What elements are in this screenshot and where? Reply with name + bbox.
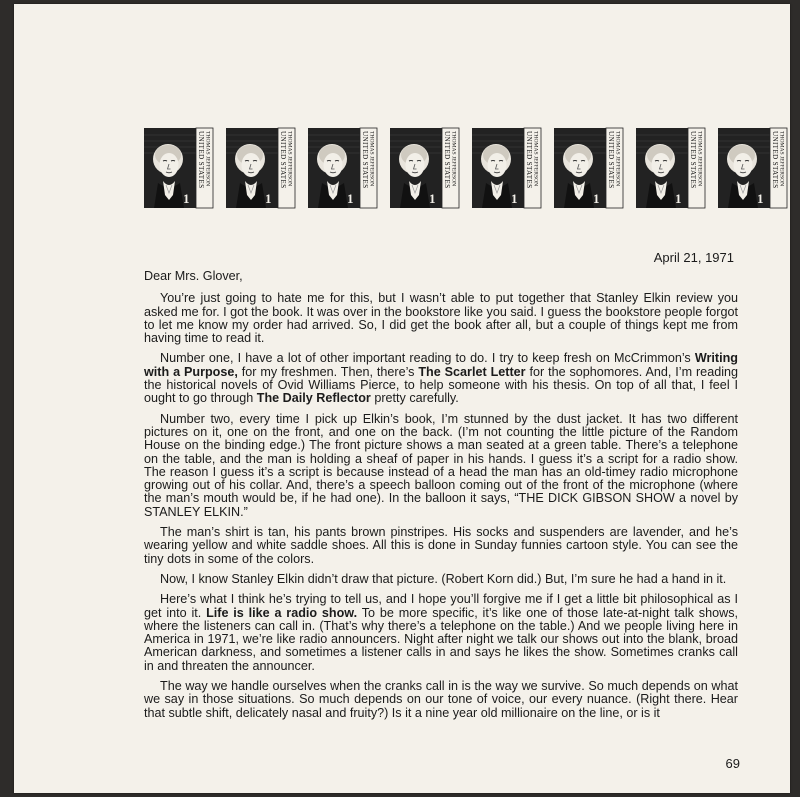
svg-text:UNITED STATES: UNITED STATES [197,131,205,189]
paragraph-text: Now, I know Stanley Elkin didn’t draw that picture. (Robert Korn did.) But, I’m sure he had a hand in it. [160,571,727,586]
svg-text:UNITED STATES: UNITED STATES [443,131,451,189]
svg-text:UNITED STATES: UNITED STATES [689,131,697,189]
paragraph-text: Here’s what I think he’s trying to tell us, and I hope you’ll forgive me if I get a little bit philosophical as I get into it. [144,592,738,620]
svg-text:1: 1 [675,191,682,206]
title-emphasis: The Scarlet Letter [418,364,526,379]
svg-text:THOMAS JEFFERSON: THOMAS JEFFERSON [204,131,211,187]
svg-text:1: 1 [757,191,764,206]
paragraph-text: To be more specific, it’s like one of those late-at-night talk shows, where the listeners can call in. (That’s why there’s a telephone on the table.) And we people living here in America in 1971, we’re like radio announcers. Night after night we talk our shows out into the blank, broad American darkness, and sometimes a listener calls in and says he likes the show. Sometimes cranks call in and threaten the announcer. [144,605,739,673]
letter-paragraph [144,292,738,345]
jefferson-stamp [554,125,625,211]
svg-text:1: 1 [511,191,518,206]
svg-text:UNITED STATES: UNITED STATES [525,131,533,189]
letter-paragraph [144,526,738,566]
jefferson-stamp [718,125,789,211]
stamp-strip [144,125,785,211]
svg-text:1: 1 [265,191,272,206]
svg-text:UNITED STATES: UNITED STATES [771,131,779,189]
title-emphasis: Life is like a radio show. [206,605,358,620]
svg-text:THOMAS JEFFERSON: THOMAS JEFFERSON [532,131,539,187]
paragraph-text: The man’s shirt is tan, his pants brown pinstripes. His socks and suspenders are lavender, and he’s wearing yellow and white saddle shoes. All this is done in Sunday funnies cartoon style. You can see the tiny dots in some of the colors. [144,525,738,566]
paragraph-text: for the sophomores. And, I’m reading the historical novels of Ovid Williams Pierce, to help someone with his thesis. On top of all that, I feel I ought to go through [144,364,739,406]
svg-text:1: 1 [593,191,600,206]
svg-text:THOMAS JEFFERSON: THOMAS JEFFERSON [286,131,293,187]
letter-body [144,270,738,727]
jefferson-stamp [308,125,379,211]
jefferson-stamp [636,125,707,211]
title-emphasis: Writing with a Purpose, [144,351,738,379]
paragraph-text: for my freshmen. Then, there’s [237,364,419,379]
letter-paragraph [144,352,738,405]
svg-text:THOMAS JEFFERSON: THOMAS JEFFERSON [696,131,703,187]
jefferson-stamp [390,125,461,211]
jefferson-stamp [226,125,297,211]
svg-text:1: 1 [183,191,190,206]
svg-text:1: 1 [429,191,436,206]
page-number: 69 [725,756,740,771]
paragraph-text: You’re just going to hate me for this, but I wasn’t able to put together that Stanley Elkin review you asked me for. I got the book. It was over in the bookstore like you said. I guess the bookstore people forgot to let me know my order had arrived. So, I did get the book after all, but a couple of things kept me from having time to read it. [144,291,738,346]
title-emphasis: The Daily Reflector [256,391,371,406]
document-page [14,4,790,793]
svg-text:1: 1 [347,191,354,206]
paragraph-text: Number one, I have a lot of other important reading to do. I try to keep fresh on McCrimmon’s [160,351,695,366]
svg-text:THOMAS JEFFERSON: THOMAS JEFFERSON [450,131,457,187]
letter-date: April 21, 1971 [653,250,734,265]
salutation: Dear Mrs. Glover, [144,269,243,283]
letter-paragraph [144,573,738,586]
paragraph-text: The way we handle ourselves when the cranks call in is the way we survive. So much depends on what we say in those situations. So much depends on our tone of voice, our every nuance. (Right there. Hear that subtle shift, delicately nasal and fruity?) Is it a nine year old millionaire on the line, or is it [144,679,738,720]
svg-text:UNITED STATES: UNITED STATES [361,131,369,189]
jefferson-stamp [472,125,543,211]
letter-paragraph [144,680,738,720]
svg-text:UNITED STATES: UNITED STATES [279,131,287,189]
svg-text:THOMAS JEFFERSON: THOMAS JEFFERSON [368,131,375,187]
svg-text:THOMAS JEFFERSON: THOMAS JEFFERSON [778,131,785,187]
paragraph-text: pretty carefully. [370,391,459,406]
letter-paragraph [144,413,738,519]
jefferson-stamp [144,125,215,211]
paragraph-text: Number two, every time I pick up Elkin’s book, I’m stunned by the dust jacket. It has two different pictures on it, one on the front, and one on the back. (I’m not counting the little picture of the Random House on the binding edge.) The front picture shows a man seated at a green table. There’s a telephone on the table, and the man is holding a sheaf of paper in his hands. I guess it’s a script for a radio show. The reason I guess it’s a script is because instead of a head the man has an old-timey radio microphone growing out of his collar. And, there’s a speech balloon coming out of the front of the microphone (where the man’s mouth would be, if he had one). In the balloon it says, “THE DICK GIBSON SHOW a novel by STANLEY ELKIN.” [144,411,738,519]
letter-paragraph [144,593,738,673]
svg-text:UNITED STATES: UNITED STATES [607,131,615,189]
svg-text:THOMAS JEFFERSON: THOMAS JEFFERSON [614,131,621,187]
